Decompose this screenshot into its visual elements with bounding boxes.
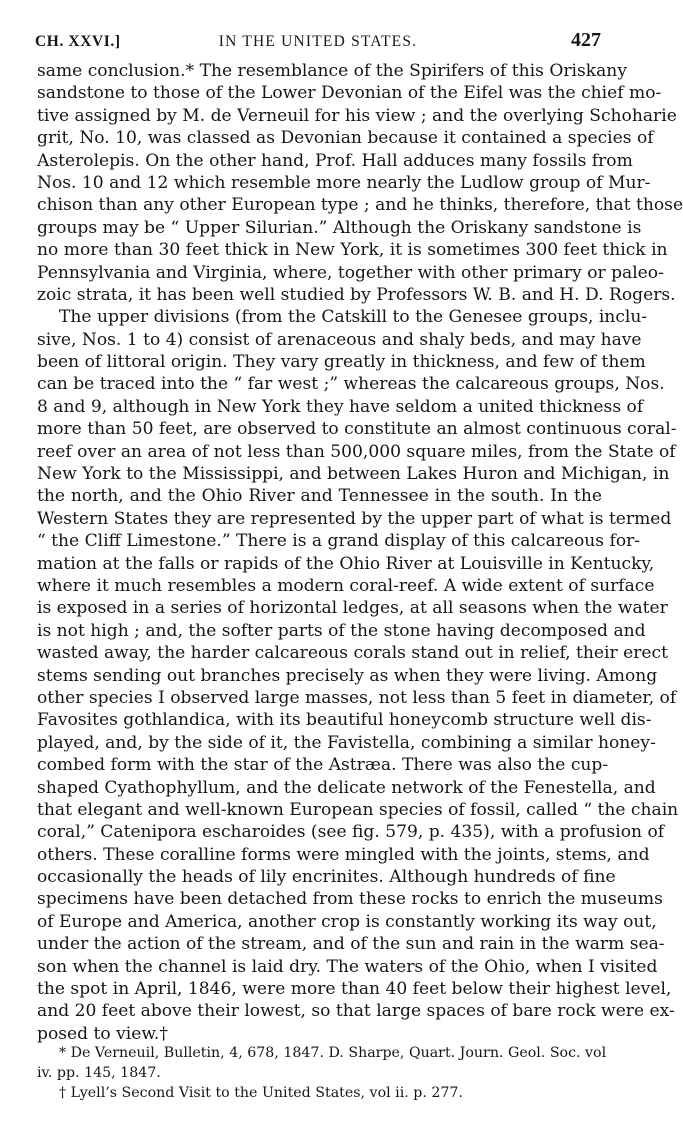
running-head [35, 31, 601, 53]
text-line: shaped Cyathophyllum, and the delicate network of the Fenestella, and [37, 777, 656, 798]
text-line: Pennsylvania and Virginia, where, together with other primary or paleo- [37, 262, 664, 283]
running-title: IN THE UNITED STATES. [218, 33, 418, 50]
footnotes [37, 1043, 607, 1103]
text-line: stems sending out branches precisely as when they were living. Among [37, 665, 658, 686]
chapter-reference: CH. XXVI.] [35, 33, 121, 50]
text-line: New York to the Mississippi, and between Lakes Huron and Michigan, in [37, 464, 670, 485]
text-line: been of littoral origin. They vary greatly in thickness, and few of them [37, 352, 646, 373]
text-line: of Europe and America, another crop is constantly working its way out, [37, 911, 657, 932]
text-line: the north, and the Ohio River and Tennessee in the south. In the [37, 486, 602, 507]
text-line: Favosites gothlandica, with its beautiful honeycomb structure well dis- [37, 710, 652, 731]
text-line: under the action of the stream, and of the sun and rain in the warm sea- [37, 934, 665, 955]
text-line: is exposed in a series of horizontal ledges, at all seasons when the water [37, 598, 668, 619]
paragraph-start-line: The upper divisions (from the Catskill to the Genesee groups, inclu- [59, 307, 648, 328]
text-line: same conclusion.* The resemblance of the Spirifers of this Oriskany [37, 61, 627, 81]
text-line: others. These coralline forms were mingled with the joints, stems, and [37, 844, 650, 865]
text-line: where it much resembles a modern coral-reef. A wide extent of surface [37, 575, 655, 596]
text-line: mation at the falls or rapids of the Ohio River at Louisville in Kentucky, [37, 553, 655, 574]
text-line: Nos. 10 and 12 which resemble more nearly the Ludlow group of Mur- [37, 172, 651, 193]
text-line: reef over an area of not less than 500,000 square miles, from the State of [37, 441, 676, 462]
text-line: occasionally the heads of lily encrinites. Although hundreds of fine [37, 867, 616, 888]
page-number: 427 [571, 29, 601, 51]
text-line: posed to view.† [37, 1023, 168, 1044]
footnote-line: † Lyell’s Second Visit to the United States, vol ii. p. 277. [59, 1085, 463, 1101]
text-line: chison than any other European type ; and he thinks, therefore, that those [37, 195, 683, 216]
text-line: sandstone to those of the Lower Devonian of the Eifel was the chief mo- [37, 83, 662, 104]
text-line: zoic strata, it has been well studied by Professors W. B. and H. D. Rogers. [37, 284, 676, 305]
text-line: wasted away, the harder calcareous corals stand out in relief, their erect [37, 643, 668, 664]
text-line: no more than 30 feet thick in New York, it is sometimes 300 feet thick in [37, 240, 668, 261]
text-line: other species I observed large masses, not less than 5 feet in diameter, of [37, 687, 677, 708]
text-line: sive, Nos. 1 to 4) consist of arenaceous and shaly beds, and may have [37, 329, 642, 350]
text-line: and 20 feet above their lowest, so that large spaces of bare rock were ex- [37, 1001, 675, 1022]
text-line: can be traced into the “ far west ;” whereas the calcareous groups, Nos. [37, 374, 665, 395]
text-line: played, and, by the side of it, the Favistella, combining a similar honey- [37, 732, 656, 753]
body-text [37, 60, 683, 1045]
text-line: groups may be “ Upper Silurian.” Although the Oriskany sandstone is [37, 217, 642, 238]
text-line: that elegant and well-known European species of fossil, called “ the chain [37, 799, 679, 820]
text-line: “ the Cliff Limestone.” There is a grand display of this calcareous for- [37, 531, 641, 552]
text-line: coral,” Catenipora escharoides (see fig. 579, p. 435), with a profusion of [37, 822, 665, 843]
text-line: specimens have been detached from these rocks to enrich the museums [37, 889, 663, 910]
text-line: the spot in April, 1846, were more than 40 feet below their highest level, [37, 979, 672, 1000]
footnote-line: * De Verneuil, Bulletin, 4, 678, 1847. D. Sharpe, Quart. Journ. Geol. Soc. vol [59, 1045, 607, 1061]
text-line: tive assigned by M. de Verneuil for his view ; and the overlying Schoharie [37, 105, 677, 126]
text-line: grit, No. 10, was classed as Devonian because it contained a species of [37, 128, 654, 149]
text-line: Western States they are represented by the upper part of what is termed [37, 508, 672, 529]
footnote-line: iv. pp. 145, 1847. [37, 1065, 161, 1081]
text-line: more than 50 feet, are observed to constitute an almost continuous coral- [37, 419, 677, 440]
text-line: combed form with the star of the Astræa. There was also the cup- [37, 755, 609, 776]
text-line: son when the channel is laid dry. The waters of the Ohio, when I visited [37, 956, 658, 977]
text-line: 8 and 9, although in New York they have seldom a united thickness of [37, 396, 644, 417]
text-line: Asterolepis. On the other hand, Prof. Hall adduces many fossils from [37, 150, 633, 171]
text-line: is not high ; and, the softer parts of the stone having decomposed and [37, 620, 646, 641]
